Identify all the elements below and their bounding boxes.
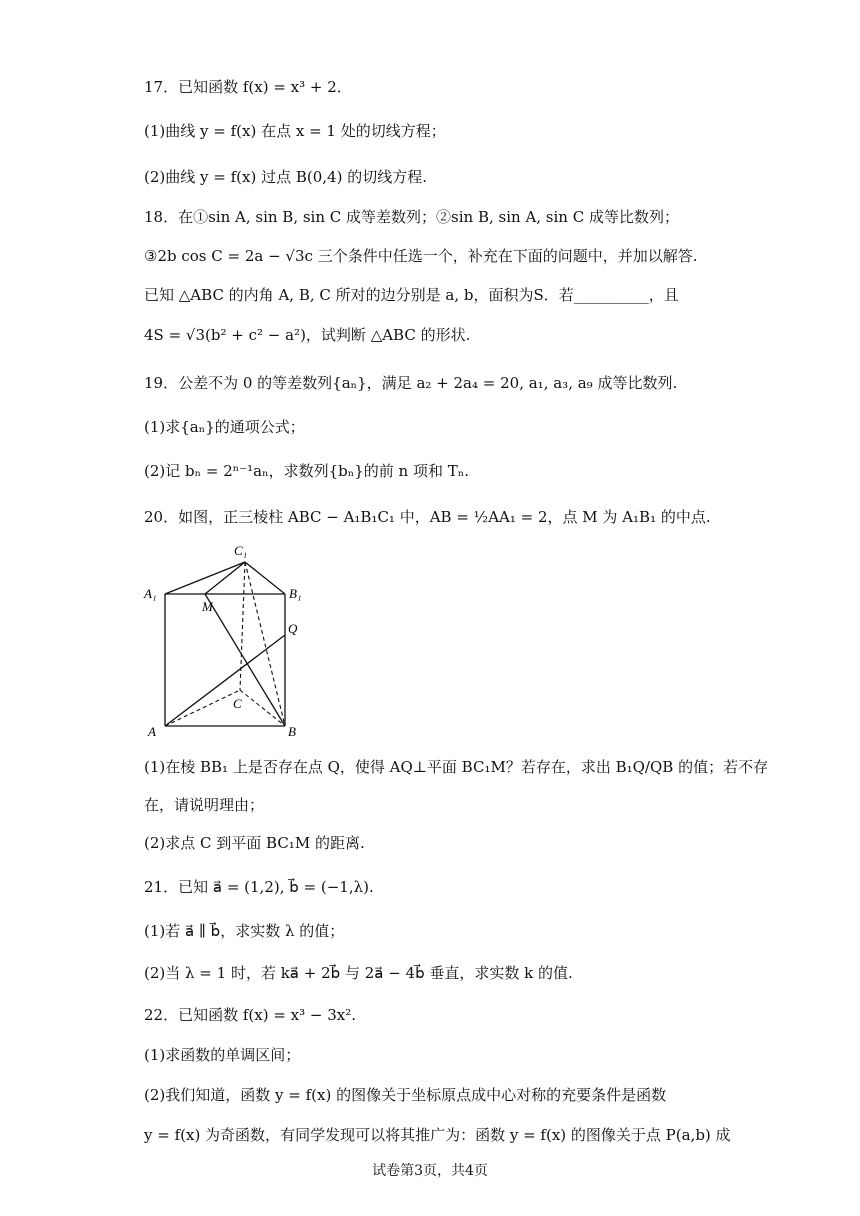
edge-C-B <box>240 690 285 726</box>
question-19-part-2: (2)记 bₙ = 2ⁿ⁻¹aₙ，求数列{bₙ}的前 n 项和 Tₙ. <box>144 462 470 480</box>
page-footer: 试卷第3页，共4页 <box>372 1163 488 1179</box>
question-20-title: 20．如图，正三棱柱 ABC − A₁B₁C₁ 中，AB = ½AA₁ = 2，点 M 为 A₁B₁ 的中点. <box>144 508 711 526</box>
question-20-part-1: (1)在棱 BB₁ 上是否存在点 Q，使得 AQ⊥平面 BC₁M？若存在，求出 B₁Q/QB 的值；若不存 <box>144 758 769 776</box>
label-A1: A₁ <box>144 586 157 601</box>
question-22-part-2-cont: y = f(x) 为奇函数，有同学发现可以将其推广为：函数 y = f(x) 的图像关于点 P(a,b) 成 <box>144 1126 731 1144</box>
question-17-part-1: (1)曲线 y = f(x) 在点 x = 1 处的切线方程； <box>144 122 446 140</box>
label-C1: C₁ <box>234 543 248 558</box>
question-20-part-2: (2)求点 C 到平面 BC₁M 的距离. <box>144 834 365 852</box>
question-21-part-2: (2)当 λ = 1 时，若 ka⃗ + 2b⃗ 与 2a⃗ − 4b⃗ 垂直，求实数 k 的值. <box>144 964 573 982</box>
label-B1: B₁ <box>289 586 302 601</box>
edge-A1-C1 <box>165 562 245 594</box>
question-21-title: 21．已知 a⃗ = (1,2), b⃗ = (−1,λ). <box>144 878 374 896</box>
prism-figure <box>140 540 310 740</box>
edge-C1-B1 <box>245 562 285 594</box>
question-22-part-1: (1)求函数的单调区间； <box>144 1046 301 1064</box>
label-Q: Q <box>288 621 298 636</box>
label-B: B <box>288 724 296 739</box>
edge-A-C <box>165 690 240 726</box>
segment-M-B <box>205 594 285 726</box>
question-20-part-1-cont: 在，请说明理由； <box>144 796 265 814</box>
label-A: A <box>148 724 156 739</box>
question-21-part-1: (1)若 a⃗ ∥ b⃗，求实数 λ 的值； <box>144 922 345 940</box>
question-22-part-2: (2)我们知道，函数 y = f(x) 的图像关于坐标原点成中心对称的充要条件是函数 <box>144 1086 667 1104</box>
question-18-condition-3: ③2b cos C = 2a − √3c 三个条件中任选一个，补充在下面的问题中，并加以解答. <box>144 247 698 265</box>
label-M: M <box>202 599 213 614</box>
question-19-part-1: (1)求{aₙ}的通项公式； <box>144 418 305 436</box>
question-17-part-2: (2)曲线 y = f(x) 过点 B(0,4) 的切线方程. <box>144 168 427 186</box>
question-18-title: 18．在①sin A, sin B, sin C 成等差数列；②sin B, sin A, sin C 成等比数列； <box>144 208 679 226</box>
question-17-title: 17．已知函数 f(x) = x³ + 2． <box>144 78 352 96</box>
question-18-body-1: 已知 △ABC 的内角 A, B, C 所对的边分别是 a, b，面积为S．若__________，且 <box>144 286 679 304</box>
question-18-body-2: 4S = √3(b² + c² − a²)，试判断 △ABC 的形状. <box>144 326 471 344</box>
segment-A-Q <box>165 635 285 726</box>
label-C: C <box>233 696 242 711</box>
segment-C1-M <box>205 562 245 594</box>
segment-C1-B <box>245 562 285 726</box>
question-19-title: 19．公差不为 0 的等差数列{aₙ}，满足 a₂ + 2a₄ = 20, a₁, a₃, a₉ 成等比数列. <box>144 374 678 392</box>
edge-C-C1 <box>240 562 245 690</box>
question-22-title: 22．已知函数 f(x) = x³ − 3x². <box>144 1006 357 1024</box>
